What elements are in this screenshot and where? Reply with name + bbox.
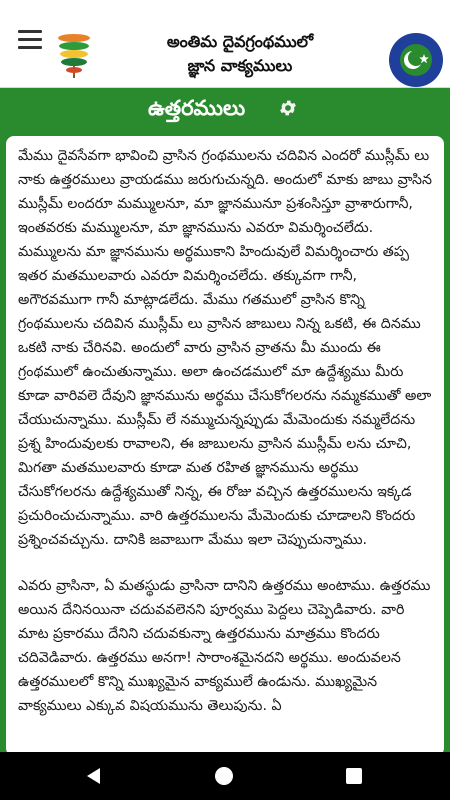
app-bar	[0, 0, 450, 88]
gear-icon[interactable]	[278, 98, 298, 118]
society-logo-icon	[388, 32, 444, 88]
home-icon[interactable]	[215, 767, 233, 785]
article-content	[6, 136, 444, 718]
section-title: ఉత్తరములు	[148, 96, 246, 120]
article-card	[6, 136, 444, 756]
app-title-line2: జ్ఞాన వాక్యములు	[187, 56, 293, 75]
app-logo-icon	[54, 30, 94, 80]
article-paragraph-2: ఎవరు వ్రాసినా, ఏ మతస్థుడు వ్రాసినా దానిని ఉత్తరము అంటాము. ఉత్తరము అయిన దేనినయినా చదువవలెనని పూర్వము పెద్దలు చెప్పెడివారు. వారి మాట ప్రకారము దేనిని చదువకున్నా ఉత్తరమును మాత్రము కొందరు చదివెడివారు. ఉత్తరము అనగా! సారాంశమైనదని అర్థము. అందువలన ఉత్తరములలో కొన్ని ముఖ్యమైన వాక్యములే ఉండును. ముఖ్యమైన వాక్యములు ఎక్కువ విషయమును తెలుపును. ఏ	[18, 578, 431, 714]
hamburger-menu-icon[interactable]	[18, 30, 42, 54]
system-nav-bar	[0, 752, 450, 800]
article-paragraph-1: మేము దైవసేవగా భావించి వ్రాసిన గ్రంథములను చదివిన ఎందరో ముస్లీమ్ లు నాకు ఉత్తరములు వ్రాయడము జరుగుచున్నది. అందులో మాకు జాబు వ్రాసిన ముస్లీమ్ లందరూ మమ్ములనూ, మా జ్ఞానమునూ ప్రశంసిస్తూ వ్రాశారుగానీ, ఇంతవరకు మమ్ములనూ, మా జ్ఞానమును ఎవరూ విమర్శించలేదు. మమ్ములను మా జ్ఞానమును అర్థముకాని హిందువులే విమర్శించారు తప్ప ఇతర మతములవారు ఎవరూ విమర్శించలేదు. తక్కువగా గానీ, అగౌరవముగా గానీ మాట్లాడలేదు. మేము గతములో వ్రాసిన కొన్ని గ్రంథములను చదివిన ముస్లీమ్ లు వ్రాసిన జాబులు నిన్న ఒకటి, ఈ దినము ఒకటి నాకు చేరినవి. అందులో వారు వ్రాసిన వ్రాతను మీ ముందు ఈ గ్రంథములో ఉంచుతున్నాము. అలా ఉంచడములో మా ఉద్దేశ్యము మీరు కూడా వారివలె దేవుని జ్ఞానమును అర్థము చేసుకోగలరను నమ్మకముతో అలా చేయుచున్నాము. ముస్లీమ్ లే నమ్ముచున్నప్పుడు మేమెందుకు నమ్మలేదను ప్రశ్న హిందువులకు రావాలని, ఈ జాబులను వ్రాసిన ముస్లీమ్ లను చూచి, మిగతా మతములవారు కూడా మత రహిత జ్ఞానమును అర్థము చేసుకోగలరను ఉద్దేశ్యముతో నిన్న, ఈ రోజు వచ్చిన ఉత్తరములను ఇక్కడ ప్రచురించుచున్నాము. వారి ఉత్తరములను మేమెందుకు చూడాలని కొందరు ప్రశ్నించవచ్చును. దానికి జవాబుగా మేము ఇలా చెప్పుచున్నాము.	[18, 148, 432, 548]
section-header	[0, 88, 450, 130]
recents-icon[interactable]	[346, 768, 362, 784]
back-icon[interactable]	[84, 766, 104, 786]
app-title-line1: అంతిమ దైవగ్రంథములో	[166, 32, 314, 51]
app-title	[110, 30, 370, 78]
